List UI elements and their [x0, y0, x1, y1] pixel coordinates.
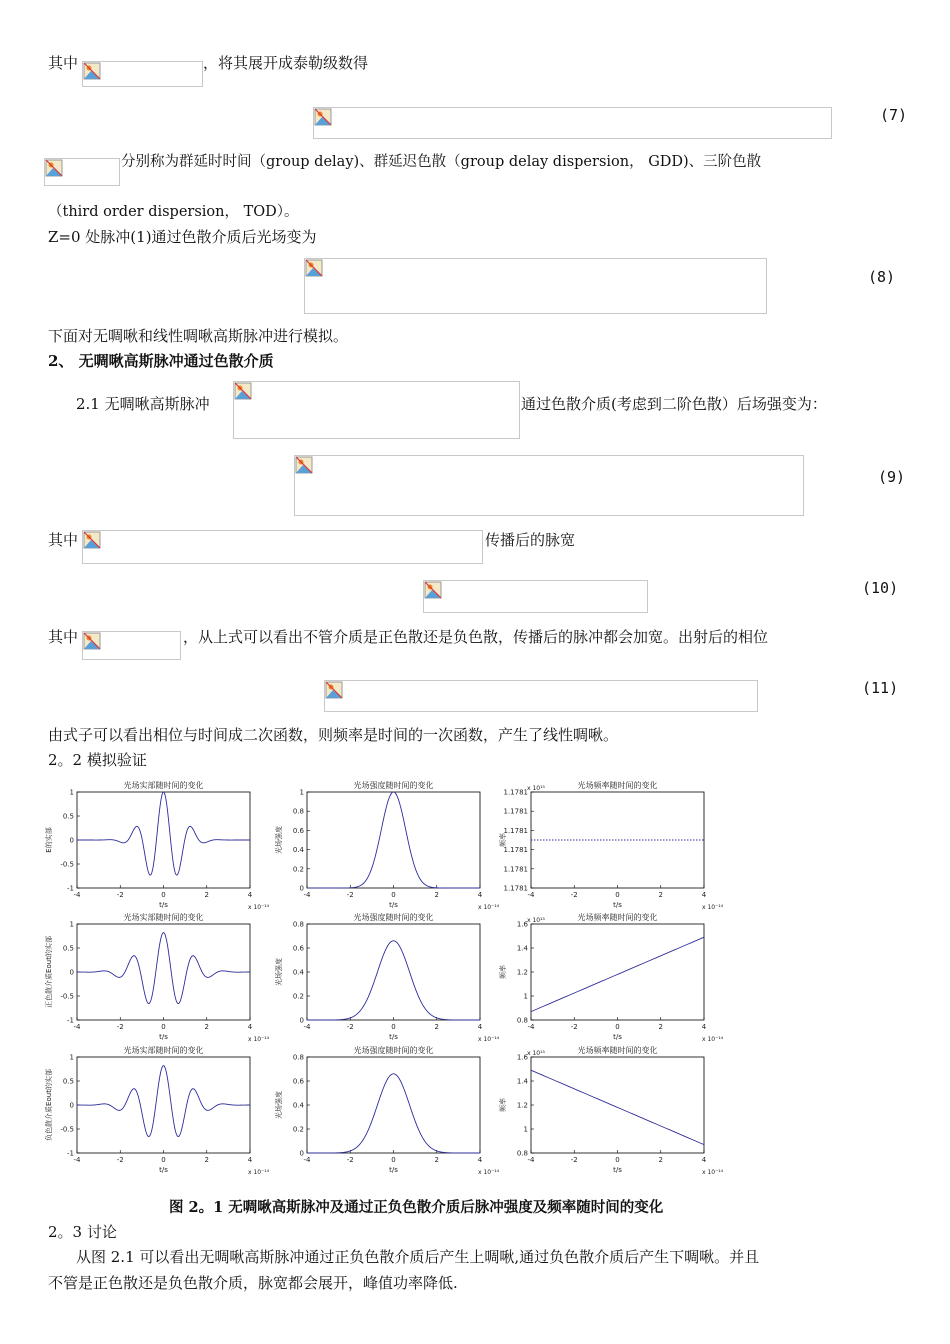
y-tick-label: 1.1781: [503, 826, 528, 835]
x-tick-label: 2: [204, 1156, 209, 1164]
y-tick-label: 0: [299, 884, 304, 893]
x-axis-label: t/s: [613, 901, 622, 909]
y-tick-label: 0.6: [292, 1077, 304, 1086]
subplot-r2c3: [498, 912, 724, 1043]
y-tick-label: 0.8: [516, 1149, 528, 1158]
series-line: [307, 1074, 480, 1153]
plot-frame: [307, 1057, 480, 1153]
x-exponent-label: x 10⁻¹⁴: [248, 1036, 270, 1043]
y-exponent-label: x 10¹⁵: [527, 785, 545, 792]
y-tick-label: -1: [67, 884, 74, 893]
plot-title: 光场实部随时间的变化: [123, 913, 204, 922]
y-tick-label: 1.6: [516, 1053, 528, 1062]
equation-number-11: (11): [862, 679, 899, 697]
x-tick-label: -4: [527, 891, 535, 899]
line1-prefix: 其中: [48, 54, 79, 72]
x-tick-label: 0: [615, 891, 620, 899]
x-tick-label: -2: [570, 1156, 578, 1164]
line3-suffix: 分别称为群延时时间（group delay)、群延迟色散（group delay dispersion， GDD)、三阶色散: [121, 154, 762, 170]
plot-title: 光场强度随时间的变化: [353, 781, 434, 790]
x-exponent-label: x 10⁻¹⁴: [478, 904, 500, 911]
plot-title: 光场实部随时间的变化: [123, 1046, 204, 1055]
equation-10-image: [423, 580, 648, 613]
plot-title: 光场强度随时间的变化: [353, 913, 434, 922]
plot-frame: [307, 792, 480, 888]
subplot-r2c1: [44, 912, 270, 1043]
x-axis-label: t/s: [613, 1033, 622, 1041]
discussion-line-2: 不管是正色散还是负色散介质，脉宽都会展开，峰值功率降低.: [48, 1274, 458, 1292]
y-axis-label: 正色散介质Eout的实部: [45, 936, 53, 1008]
y-tick-label: 0: [299, 1016, 304, 1025]
x-axis-label: t/s: [159, 901, 168, 909]
x-tick-label: 0: [161, 1023, 166, 1031]
series-line: [77, 933, 250, 1004]
x-axis-label: t/s: [159, 1166, 168, 1174]
x-tick-label: 0: [161, 891, 166, 899]
y-tick-label: 0.8: [292, 807, 304, 816]
line6: 下面对无啁啾和线性啁啾高斯脉冲进行模拟。: [48, 327, 349, 345]
x-tick-label: 4: [477, 1023, 483, 1031]
y-tick-label: 1.4: [516, 1077, 528, 1086]
y-tick-label: 1.1781: [503, 788, 528, 797]
x-exponent-label: x 10⁻¹⁴: [702, 1169, 724, 1176]
y-tick-label: 1: [523, 992, 528, 1001]
x-tick-label: 2: [658, 1023, 663, 1031]
x-tick-label: 2: [434, 1156, 439, 1164]
figure-2-1: [40, 775, 740, 1185]
x-tick-label: 2: [658, 891, 663, 899]
section-2-heading: 2、 无啁啾高斯脉冲通过色散介质: [48, 352, 274, 370]
y-axis-label: 光场强度: [275, 1091, 283, 1119]
y-tick-label: 0.5: [62, 944, 74, 953]
x-tick-label: -2: [116, 1156, 124, 1164]
x-tick-label: -2: [116, 1023, 124, 1031]
x-tick-label: 0: [615, 1023, 620, 1031]
plot-frame: [531, 924, 704, 1020]
line9-prefix: 其中: [48, 531, 79, 549]
broken-image-icon: [83, 62, 101, 80]
x-tick-label: 2: [658, 1156, 663, 1164]
series-line: [531, 937, 704, 1011]
x-exponent-label: x 10⁻¹⁴: [478, 1036, 500, 1043]
broken-image-icon: [424, 581, 442, 599]
y-tick-label: 0.8: [516, 1016, 528, 1025]
x-tick-label: 4: [477, 891, 483, 899]
x-axis-label: t/s: [159, 1033, 168, 1041]
x-tick-label: -2: [346, 1156, 354, 1164]
s21-suffix: 通过色散介质(考虑到二阶色散）后场强变为：: [521, 395, 827, 413]
equation-image: [44, 158, 120, 186]
x-tick-label: 0: [391, 891, 396, 899]
equation-7-image: [313, 107, 832, 139]
y-axis-label: 频率: [499, 833, 507, 847]
y-tick-label: 0.2: [292, 992, 304, 1001]
broken-image-icon: [83, 632, 101, 650]
y-tick-label: 1: [69, 788, 74, 797]
y-tick-label: 0.4: [292, 846, 304, 855]
broken-image-icon: [305, 259, 323, 277]
x-tick-label: 4: [247, 1156, 253, 1164]
line11-prefix: 其中: [48, 628, 79, 646]
y-tick-label: 0.4: [292, 968, 304, 977]
y-tick-label: 0.8: [292, 1053, 304, 1062]
x-tick-label: 2: [204, 1023, 209, 1031]
y-tick-label: 1.4: [516, 944, 528, 953]
x-tick-label: -2: [346, 1023, 354, 1031]
x-tick-label: 0: [615, 1156, 620, 1164]
y-tick-label: 0: [69, 1101, 74, 1110]
plot-frame: [531, 1057, 704, 1153]
y-axis-label: 负色散介质Eout的实部: [45, 1069, 53, 1141]
x-tick-label: -4: [303, 1023, 311, 1031]
broken-image-icon: [234, 382, 252, 400]
subplot-r1c2: [274, 780, 500, 911]
subplot-r1c1: [44, 780, 270, 911]
y-tick-label: 1.6: [516, 920, 528, 929]
plot-frame: [77, 924, 250, 1020]
y-tick-label: 1.2: [516, 1101, 528, 1110]
y-tick-label: 0: [299, 1149, 304, 1158]
broken-image-icon: [45, 159, 63, 177]
y-tick-label: 1.1781: [503, 884, 528, 893]
x-tick-label: -4: [73, 1156, 81, 1164]
y-axis-label: E的实部: [45, 827, 53, 853]
equation-number-8: (8): [868, 268, 896, 286]
y-tick-label: 0.6: [292, 826, 304, 835]
plot-title: 光场实部随时间的变化: [123, 781, 204, 790]
y-tick-label: 0: [69, 968, 74, 977]
s21-prefix: 2.1 无啁啾高斯脉冲: [76, 395, 210, 413]
x-tick-label: 2: [204, 891, 209, 899]
y-tick-label: 0.8: [292, 920, 304, 929]
y-tick-label: 0.2: [292, 1125, 304, 1134]
series-line: [531, 1070, 704, 1144]
x-tick-label: -4: [73, 1023, 81, 1031]
y-tick-label: 1.2: [516, 968, 528, 977]
y-axis-label: 频率: [499, 1098, 507, 1112]
series-line: [307, 792, 480, 888]
x-tick-label: 4: [701, 1156, 707, 1164]
y-tick-label: 0.5: [62, 1077, 74, 1086]
y-tick-label: 1: [523, 1125, 528, 1134]
section-23-heading: 2。3 讨论: [48, 1223, 117, 1241]
y-tick-label: 0.4: [292, 1101, 304, 1110]
y-tick-label: 0.2: [292, 865, 304, 874]
equation-number-7: (7): [880, 106, 908, 124]
y-exponent-label: x 10¹⁵: [527, 917, 545, 924]
equation-8-image: [304, 258, 767, 314]
y-axis-label: 光场强度: [275, 826, 283, 854]
x-tick-label: 4: [701, 891, 707, 899]
broken-image-icon: [295, 456, 313, 474]
subplot-r1c3: [498, 780, 724, 911]
y-tick-label: 1: [69, 1053, 74, 1062]
x-tick-label: 4: [701, 1023, 707, 1031]
x-exponent-label: x 10⁻¹⁴: [478, 1169, 500, 1176]
x-tick-label: -4: [303, 1156, 311, 1164]
equation-9-image: [294, 455, 804, 516]
x-axis-label: t/s: [389, 1033, 398, 1041]
x-exponent-label: x 10⁻¹⁴: [702, 904, 724, 911]
x-tick-label: -4: [303, 891, 311, 899]
x-tick-label: 2: [434, 1023, 439, 1031]
line9-suffix: 传播后的脉宽: [485, 531, 576, 549]
y-tick-label: 1: [69, 920, 74, 929]
x-tick-label: 2: [434, 891, 439, 899]
series-line: [77, 1066, 250, 1137]
y-tick-label: 0: [69, 836, 74, 845]
x-tick-label: -4: [527, 1156, 535, 1164]
series-line: [77, 792, 250, 875]
y-axis-label: 光场强度: [275, 958, 283, 986]
x-tick-label: -2: [116, 891, 124, 899]
x-exponent-label: x 10⁻¹⁴: [248, 1169, 270, 1176]
para-line-1: [48, 54, 78, 72]
x-tick-label: -2: [570, 1023, 578, 1031]
x-tick-label: 4: [477, 1156, 483, 1164]
figure-caption: 图 2。1 无啁啾高斯脉冲及通过正负色散介质后脉冲强度及频率随时间的变化: [169, 1199, 664, 1216]
y-tick-label: 1.1781: [503, 807, 528, 816]
y-tick-label: -0.5: [60, 1125, 74, 1134]
equation-11-image: [324, 680, 758, 712]
line12: 由式子可以看出相位与时间成二次函数，则频率是时间的一次函数，产生了线性啁啾。: [48, 726, 619, 744]
x-axis-label: t/s: [389, 1166, 398, 1174]
y-tick-label: 0.5: [62, 812, 74, 821]
discussion-line-1: 从图 2.1 可以看出无啁啾高斯脉冲通过正负色散介质后产生上啁啾,通过负色散介质后产生下啁啾。并且: [76, 1248, 760, 1266]
broken-image-icon: [83, 531, 101, 549]
line11-suffix: ，从上式可以看出不管介质是正色散还是负色散，传播后的脉冲都会加宽。出射后的相位: [183, 628, 769, 646]
equation-image: [82, 631, 181, 660]
plot-title: 光场频率随时间的变化: [577, 1046, 658, 1055]
y-tick-label: 0.6: [292, 944, 304, 953]
equation-image: [233, 381, 520, 439]
y-exponent-label: x 10¹⁵: [527, 1050, 545, 1057]
x-axis-label: t/s: [389, 901, 398, 909]
x-tick-label: -4: [527, 1023, 535, 1031]
y-tick-label: -1: [67, 1016, 74, 1025]
x-exponent-label: x 10⁻¹⁴: [702, 1036, 724, 1043]
x-tick-label: -4: [73, 891, 81, 899]
subplot-r2c2: [274, 912, 500, 1043]
y-axis-label: 频率: [499, 965, 507, 979]
equation-image: [82, 530, 483, 564]
y-tick-label: 1.1781: [503, 865, 528, 874]
x-tick-label: 4: [247, 891, 253, 899]
subplot-r3c3: [498, 1045, 724, 1176]
equation-image: [82, 61, 203, 87]
x-tick-label: 4: [247, 1023, 253, 1031]
x-axis-label: t/s: [613, 1166, 622, 1174]
y-tick-label: -1: [67, 1149, 74, 1158]
y-tick-label: -0.5: [60, 860, 74, 869]
series-line: [307, 941, 480, 1020]
x-tick-label: 0: [391, 1023, 396, 1031]
line4: （third order dispersion， TOD）。: [48, 204, 299, 220]
subplot-r3c1: [44, 1045, 270, 1176]
x-tick-label: -2: [346, 891, 354, 899]
broken-image-icon: [314, 108, 332, 126]
y-tick-label: -0.5: [60, 992, 74, 1001]
broken-image-icon: [325, 681, 343, 699]
plot-title: 光场强度随时间的变化: [353, 1046, 434, 1055]
x-exponent-label: x 10⁻¹⁴: [248, 904, 270, 911]
equation-number-9: (9): [878, 468, 906, 486]
subplot-r3c2: [274, 1045, 500, 1176]
section-22-heading: 2。2 模拟验证: [48, 751, 147, 769]
line1-suffix: ，将其展开成泰勒级数得: [203, 54, 369, 72]
x-tick-label: 0: [161, 1156, 166, 1164]
plot-title: 光场频率随时间的变化: [577, 913, 658, 922]
plot-frame: [307, 924, 480, 1020]
equation-number-10: (10): [862, 579, 899, 597]
line5: Z=0 处脉冲(1)通过色散介质后光场变为: [48, 228, 317, 246]
plot-title: 光场频率随时间的变化: [577, 781, 658, 790]
y-tick-label: 1: [299, 788, 304, 797]
x-tick-label: -2: [570, 891, 578, 899]
y-tick-label: 1.1781: [503, 846, 528, 855]
plot-frame: [77, 1057, 250, 1153]
x-tick-label: 0: [391, 1156, 396, 1164]
